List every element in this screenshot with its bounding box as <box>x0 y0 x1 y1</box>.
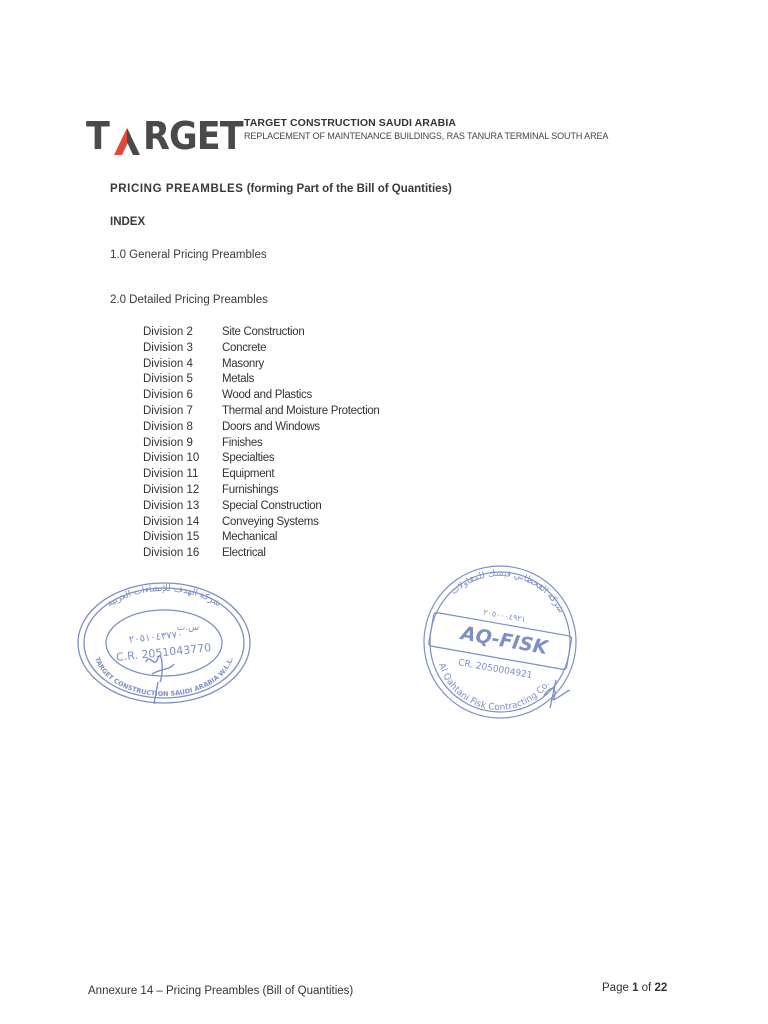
division-number: Division 3 <box>143 341 193 354</box>
division-number: Division 7 <box>143 404 193 417</box>
division-row <box>143 483 380 499</box>
logo-a-triangle-icon <box>112 125 142 155</box>
division-number: Division 5 <box>143 373 193 386</box>
division-title: Wood and Plastics <box>222 389 312 402</box>
division-title: Thermal and Moisture Protection <box>222 404 380 417</box>
division-title: Furnishings <box>222 483 279 496</box>
stamp2-arabic-cr: ٢٠٥٠٠٠٤٩٢١ <box>482 607 527 625</box>
division-title: Equipment <box>222 468 275 481</box>
division-row <box>143 515 380 531</box>
division-row <box>143 388 380 404</box>
page-prefix: Page <box>602 982 633 994</box>
division-number: Division 10 <box>143 452 200 465</box>
division-number: Division 4 <box>143 357 193 370</box>
target-company-stamp <box>74 578 254 708</box>
division-title: Conveying Systems <box>222 515 319 528</box>
aq-fisk-company-stamp <box>420 562 580 722</box>
division-row <box>143 467 380 483</box>
division-row <box>143 372 380 388</box>
stamp-arabic-label: س.ت <box>176 623 200 633</box>
division-number: Division 16 <box>143 547 200 560</box>
division-number: Division 15 <box>143 531 200 544</box>
division-title: Special Construction <box>222 499 322 512</box>
index-title: INDEX <box>110 216 146 228</box>
division-row <box>143 436 380 452</box>
division-row <box>143 404 380 420</box>
division-number: Division 12 <box>143 483 200 496</box>
division-number: Division 13 <box>143 499 200 512</box>
heading-main: PRICING PREAMBLES <box>110 183 244 195</box>
division-number: Division 8 <box>143 420 193 433</box>
footer-page-number <box>602 982 667 994</box>
company-block <box>244 117 608 141</box>
division-title: Electrical <box>222 547 266 560</box>
division-title: Specialties <box>222 452 275 465</box>
stamp2-brand: AQ-FISK <box>459 622 550 660</box>
stamp-cr-number: C.R. 2051043770 <box>115 641 212 664</box>
division-title: Concrete <box>222 341 267 354</box>
division-row <box>143 499 380 515</box>
division-row <box>143 546 380 562</box>
division-title: Metals <box>222 373 255 386</box>
division-row <box>143 451 380 467</box>
division-number: Division 14 <box>143 515 200 528</box>
division-row <box>143 530 380 546</box>
page-of: of <box>638 982 655 994</box>
stamp2-arabic-rim: شركة القحطاني فيسك للمقاولات <box>449 568 566 615</box>
page-total: 22 <box>654 982 668 994</box>
project-title: REPLACEMENT OF MAINTENANCE BUILDINGS, RAS TANURA TERMINAL SOUTH AREA <box>244 131 609 141</box>
division-number: Division 9 <box>143 436 193 449</box>
logo-letters-rget: RGET <box>142 114 243 158</box>
stamp-arabic-rim: شركة الهدف للإنشاءات العربية <box>105 583 223 610</box>
division-list <box>143 325 380 562</box>
stamp2-cr-number: CR. 2050004921 <box>457 658 534 682</box>
division-title: Finishes <box>222 436 263 449</box>
division-number: Division 11 <box>143 468 199 481</box>
division-title: Masonry <box>222 357 264 370</box>
footer-annexure: Annexure 14 – Pricing Preambles (Bill of Quantities) <box>88 985 354 997</box>
section-2-title: 2.0 Detailed Pricing Preambles <box>110 294 268 306</box>
stamp2-english-rim: Al Qahtani Fisk Contracting Co. <box>436 661 553 713</box>
company-name: TARGET CONSTRUCTION SAUDI ARABIA <box>244 117 457 129</box>
logo-letter-t: T <box>86 114 109 158</box>
division-row <box>143 357 380 373</box>
division-row <box>143 420 380 436</box>
division-title: Mechanical <box>222 531 278 544</box>
division-number: Division 6 <box>143 389 193 402</box>
target-logo <box>86 113 251 158</box>
page-current: 1 <box>632 982 639 994</box>
stamp-arabic-cr: ٢٠٥١٠٤٣٧٧٠ <box>128 629 184 646</box>
division-row <box>143 341 380 357</box>
division-row <box>143 325 380 341</box>
heading-sub: (forming Part of the Bill of Quantities) <box>243 183 452 195</box>
document-heading <box>110 183 452 195</box>
division-title: Doors and Windows <box>222 420 320 433</box>
division-title: Site Construction <box>222 326 305 338</box>
division-number: Division 2 <box>143 326 193 338</box>
stamp-english-rim: TARGET CONSTRUCTION SAUDI ARABIA W.L.L. <box>93 656 235 699</box>
section-1-title: 1.0 General Pricing Preambles <box>110 249 267 261</box>
